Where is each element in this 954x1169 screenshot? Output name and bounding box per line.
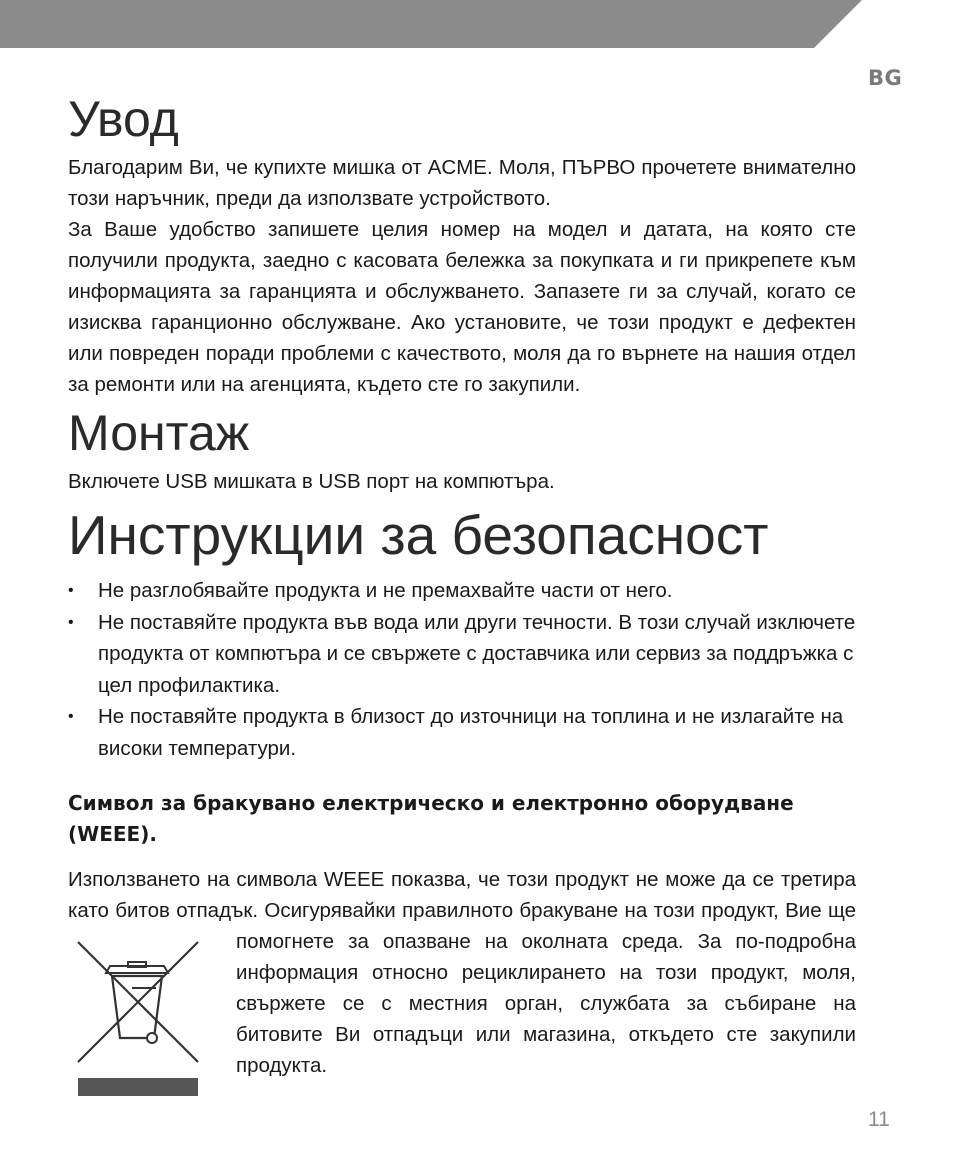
weee-heading: Символ за бракувано електрическо и електронно оборудване (WEEE). xyxy=(68,791,794,846)
list-item xyxy=(68,607,856,702)
list-item xyxy=(68,701,856,764)
bullet-icon: • xyxy=(68,582,74,599)
header-band xyxy=(0,0,954,48)
install-text: Включете USB мишката в USB порт на компютъра. xyxy=(68,470,555,493)
crossed-out-wheelie-bin-icon xyxy=(76,940,200,1100)
intro-paragraph-1: Благодарим Ви, че купихте мишка от ACME. Моля, ПЪРВО прочетете внимателно този наръчник, преди да използвате устройството. xyxy=(68,156,856,210)
intro-title: Увод xyxy=(68,91,179,147)
bullet-icon: • xyxy=(68,708,74,725)
intro-paragraph-2: За Ваше удобство запишете целия номер на модел и датата, на която сте получили продукта, заедно с касовата бележка за покупката и ги прикрепете към информацията за гаранцията и обслужването. Запазете ги за случай, когато се изисква гаранционно обслужване. Ако установите, че този продукт е дефектен или повреден поради проблеми с качеството, моля да го върнете на нашия отдел за ремонти или на агенцията, където сте го закупили. xyxy=(68,218,856,396)
safety-item-text: Не разглобявайте продукта и не премахвайте части от него. xyxy=(98,579,673,602)
bullet-icon: • xyxy=(68,613,74,631)
safety-title: Инструкции за безопасност xyxy=(68,504,769,566)
weee-text: Използването на символа WEEE показва, че този продукт не може да се третира като битов отпадък. Осигурявайки правилното бракуване на този продукт, Вие ще помогнете за опазване на околната среда. За по-подробна информация относно рециклирането на този продукт, моля, свържете се с местния орган, службата за събиране на битовите Ви отпадъци или магазина, откъдето сте закупили продукта. xyxy=(68,868,856,1077)
safety-item-text: Не поставяйте продукта в близост до източници на топлина и не излагайте на високи температури. xyxy=(98,705,844,760)
page-number: 11 xyxy=(868,1108,890,1131)
safety-list xyxy=(68,575,856,764)
safety-item-text: Не поставяйте продукта във вода или други течности. В този случай изключете продукта от компютъра и се свържете с доставчика или сервиз за поддръжка с цел профилактика. xyxy=(98,610,856,697)
language-tag: BG xyxy=(868,66,903,90)
list-item xyxy=(68,575,856,607)
install-title: Монтаж xyxy=(68,405,250,461)
